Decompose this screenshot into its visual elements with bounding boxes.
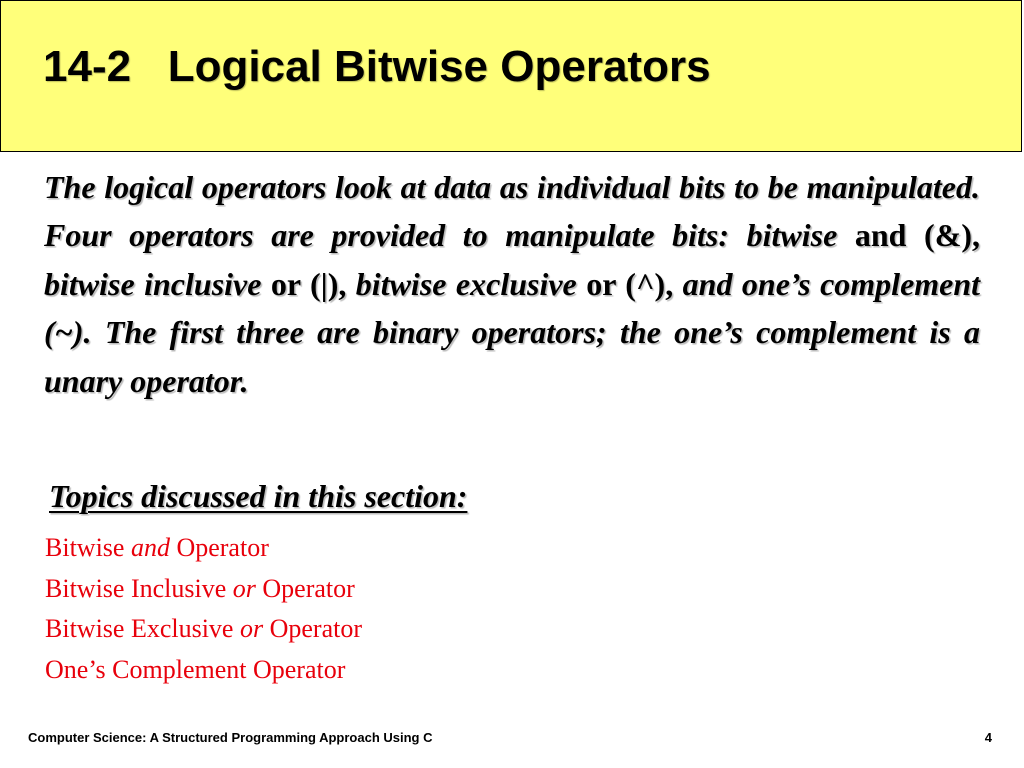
- keyword-and: and: [854, 217, 907, 254]
- body-text-intro: The logical operators look at data as individual bits to be manipulated. Four operators are provided to manipulate bits: bitwise: [44, 169, 980, 254]
- keyword-or-exclusive: or: [586, 265, 616, 302]
- topic-emphasis: and: [130, 533, 170, 562]
- title-banner: [0, 0, 1022, 152]
- topic-item-ones-complement: [45, 650, 362, 691]
- symbol-and: (&),: [924, 217, 981, 254]
- topic-text: Bitwise Inclusive: [45, 573, 233, 603]
- body-paragraph: [44, 163, 980, 405]
- body-text-inclusive: bitwise inclusive: [44, 265, 262, 302]
- topic-item-bitwise-inclusive-or: [45, 569, 362, 610]
- body-text-complement: and one’s complement (~). The first three are binary operators; the one’s complement is a unary operator.: [44, 265, 981, 399]
- topic-text: Operator: [255, 573, 355, 603]
- topic-item-bitwise-and: [45, 528, 362, 569]
- symbol-xor: (^),: [625, 265, 674, 302]
- keyword-or-inclusive: or: [270, 265, 301, 302]
- topics-list: [45, 528, 362, 691]
- topic-text: Bitwise Exclusive: [45, 614, 240, 644]
- footer-text: Computer Science: A Structured Programming Approach Using C: [28, 730, 433, 745]
- body-text-exclusive: bitwise exclusive: [355, 265, 577, 302]
- topic-text: Bitwise: [45, 533, 131, 562]
- topic-text: One’s Complement Operator: [45, 655, 346, 685]
- topic-text: Operator: [169, 533, 269, 562]
- symbol-or: (|),: [309, 265, 347, 302]
- slide-title: 14-2 Logical Bitwise Operators: [43, 42, 711, 91]
- topic-item-bitwise-exclusive-or: [45, 609, 362, 650]
- topics-heading: Topics discussed in this section:: [49, 478, 468, 514]
- page-number: 4: [984, 730, 992, 745]
- topic-text: Operator: [263, 614, 363, 644]
- topic-emphasis: or: [232, 573, 256, 603]
- topic-emphasis: or: [239, 614, 264, 644]
